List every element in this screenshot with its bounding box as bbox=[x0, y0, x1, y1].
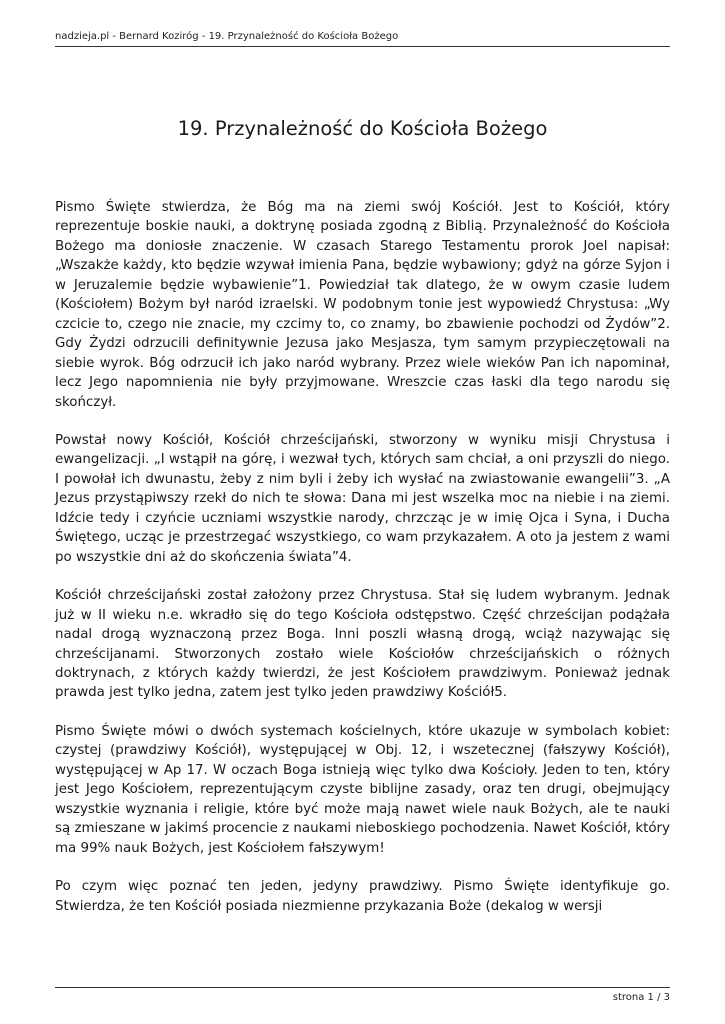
document-title: 19. Przynależność do Kościoła Bożego bbox=[177, 117, 548, 140]
header-divider bbox=[55, 46, 670, 47]
page-number: strona 1 / 3 bbox=[612, 992, 670, 1003]
paragraph: Powstał nowy Kościół, Kościół chrześcijański, stworzony w wyniku misji Chrystusa i ewangelizacji. „I wstąpił na górę, i wezwał tych, których sam chciał, a oni przyszli do niego. I powołał ich dwunastu, żeby z nim byli i żeby ich wysłać na zwiastowanie ewangelii”3. „A Jezus przystąpiwszy rzekł do nich te słowa: Dana mi jest wszelka moc na niebie i na ziemi. Idźcie tedy i czyńcie uczniami wszystkie narody, chrzcząc je w imię Ojca i Syna, i Ducha Świętego, ucząc je przestrzegać wszystkiego, co wam przykazałem. A oto ja jestem z wami po wszystkie dni aż do skończenia świata”4. bbox=[55, 432, 670, 565]
footer-divider bbox=[55, 987, 670, 988]
page-header: nadzieja.pl - Bernard Koziróg - 19. Przynależność do Kościoła Bożego bbox=[55, 31, 399, 42]
paragraph: Po czym więc poznać ten jeden, jedyny prawdziwy. Pismo Święte identyfikuje go. Stwierdza, że ten Kościół posiada niezmienne przykazania Boże (dekalog w wersji bbox=[55, 879, 670, 914]
document-body bbox=[55, 198, 670, 935]
paragraph: Pismo Święte mówi o dwóch systemach kościelnych, które ukazuje w symbolach kobiet: czystej (prawdziwy Kościół), występującej w Obj. 12, i wszetecznej (fałszywy Kościół), występującej w Ap 17. W oczach Boga istnieją więc tylko dwa Kościoły. Jeden to ten, który jest Jego Kościołem, reprezentującym czyste biblijne zasady, oraz ten drugi, obejmujący wszystkie wyznania i religie, które być może mają nawet wiele nauk Bożych, ale te nauki są zmieszane w jakimś procencie z naukami nieboskiego pochodzenia. Nawet Kościół, który ma 99% nauk Bożych, jest Kościołem fałszywym! bbox=[55, 723, 670, 856]
paragraph: Kościół chrześcijański został założony przez Chrystusa. Stał się ludem wybranym. Jednak już w II wieku n.e. wkradło się do tego Kościoła odstępstwo. Część chrześcijan podążała nadal drogą wyznaczoną przez Boga. Inni poszli własną drogą, wciąż nazywając się chrześcijanami. Stworzonych zostało wiele Kościołów chrześcijańskich o różnych doktrynach, z których każdy twierdzi, że jest Kościołem prawdziwym. Ponieważ jednak prawda jest tylko jedna, zatem jest tylko jeden prawdziwy Kościół5. bbox=[55, 588, 670, 701]
paragraph: Pismo Święte stwierdza, że Bóg ma na ziemi swój Kościół. Jest to Kościół, który reprezentuje boskie nauki, a doktrynę posiada zgodną z Biblią. Przynależność do Kościoła Bożego ma doniosłe znaczenie. W czasach Starego Testamentu prorok Joel napisał: „Wszakże każdy, kto będzie wzywał imienia Pana, będzie wybawiony; gdyż na górze Syjon i w Jeruzalemie będzie wybawienie”1. Powiedział tak dlatego, że w owym czasie ludem (Kościołem) Bożym był naród izraelski. W podobnym tonie jest wypowiedź Chrystusa: „Wy czcicie to, czego nie znacie, my czcimy to, co znamy, bo zbawienie pochodzi od Żydów”2. Gdy Żydzi odrzucili definitywnie Jezusa jako Mesjasza, tym samym przypieczętowali na siebie wyrok. Bóg odrzucił ich jako naród wybrany. Przez wiele wieków Pan ich napominał, lecz Jego napomnienia nie były przyjmowane. Wreszcie czas łaski dla tego narodu się skończył. bbox=[55, 200, 670, 410]
